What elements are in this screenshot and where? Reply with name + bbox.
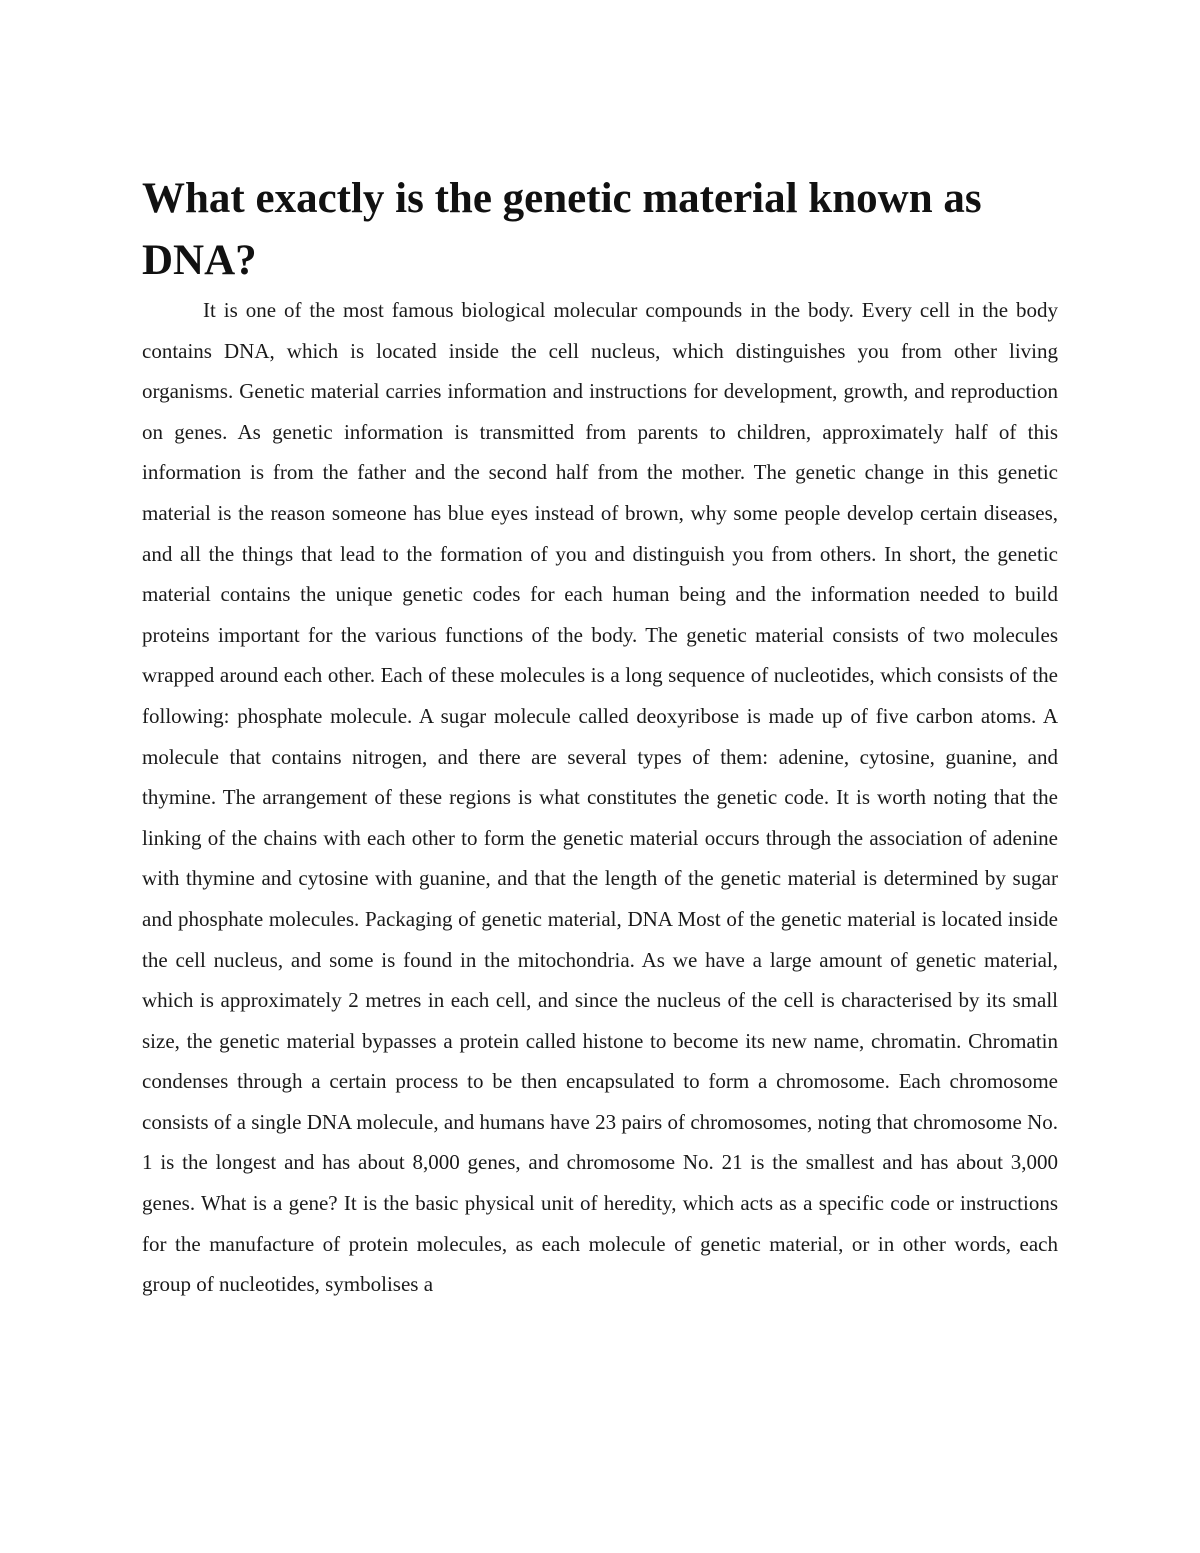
document-title: What exactly is the genetic material known as DNA? bbox=[142, 175, 982, 284]
body-paragraph: It is one of the most famous biological molecular compounds in the body. Every cell in the body contains DNA, which is located inside the cell nucleus, which distinguishes you from other living organisms. Genetic material carries information and instructions for development, growth, and reproduction on genes. As genetic information is transmitted from parents to children, approximately half of this information is from the father and the second half from the mother. The genetic change in this genetic material is the reason someone has blue eyes instead of brown, why some people develop certain diseases, and all the things that lead to the formation of you and distinguish you from others. In short, the genetic material contains the unique genetic codes for each human being and the information needed to build proteins important for the various functions of the body. The genetic material consists of two molecules wrapped around each other. Each of these molecules is a long sequence of nucleotides, which consists of the following: phosphate molecule. A sugar molecule called deoxyribose is made up of five carbon atoms. A molecule that contains nitrogen, and there are several types of them: adenine, cytosine, guanine, and thymine. The arrangement of these regions is what constitutes the genetic code. It is worth noting that the linking of the chains with each other to form the genetic material occurs through the association of adenine with thymine and cytosine with guanine, and that the length of the genetic material is determined by sugar and phosphate molecules. Packaging of genetic material, DNA Most of the genetic material is located inside the cell nucleus, and some is found in the mitochondria. As we have a large amount of genetic material, which is approximately 2 metres in each cell, and since the nucleus of the cell is characterised by its small size, the genetic material bypasses a protein called histone to become its new name, chromatin. Chromatin condenses through a certain process to be then encapsulated to form a chromosome. Each chromosome consists of a single DNA molecule, and humans have 23 pairs of chromosomes, noting that chromosome No. 1 is the longest and has about 8,000 genes, and chromosome No. 21 is the smallest and has about 3,000 genes. What is a gene? It is the basic physical unit of heredity, which acts as a specific code or instructions for the manufacture of protein molecules, as each molecule of genetic material, or in other words, each group of nucleotides, symbolises a bbox=[142, 298, 1058, 1297]
